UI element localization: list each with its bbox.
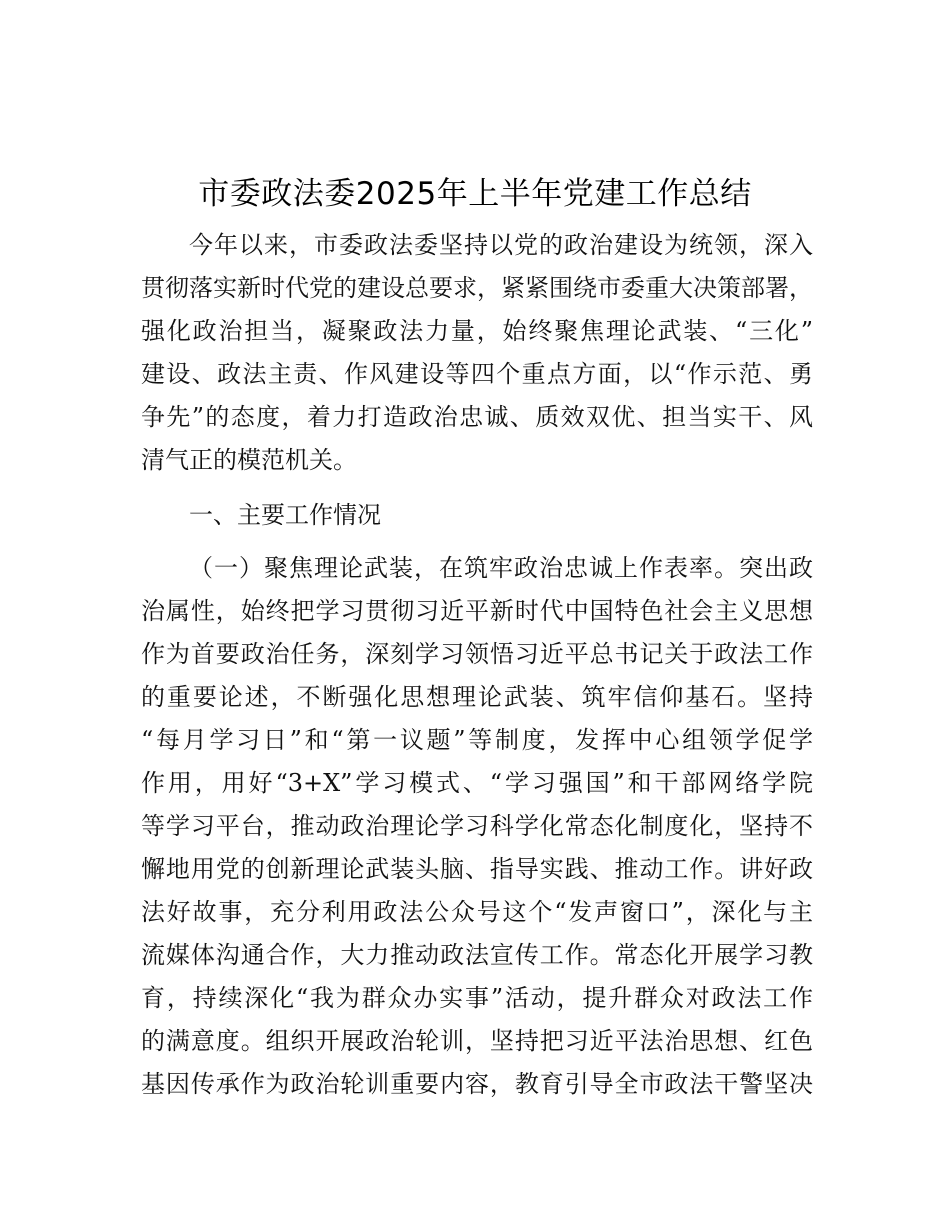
body-line: 作为首要政治任务，深刻学习领悟习近平总书记关于政法工作 [141,640,813,668]
intro-line: 建设、政法主责、作风建设等四个重点方面，以“作示范、勇 [141,360,813,388]
body-line: 的满意度。组织开展政治轮训，坚持把习近平法治思想、红色 [141,1027,813,1055]
document-title: 市委政法委2025年上半年党建工作总结 [198,176,752,212]
body-line: 懈地用党的创新理论武装头脑、指导实践、推动工作。讲好政 [141,855,813,883]
body-line: 治属性，始终把学习贯彻习近平新时代中国特色社会主义思想 [141,597,813,625]
body-line: 育，持续深化“我为群众办实事”活动，提升群众对政法工作 [141,984,813,1012]
section-heading: 一、主要工作情况 [189,501,381,529]
body-line: 作用，用好“3+X”学习模式、“学习强国”和干部网络学院 [141,769,813,797]
body-line: 基因传承作为政治轮训重要内容，教育引导全市政法干警坚决 [141,1070,813,1098]
body-line: “每月学习日”和“第一议题”等制度，发挥中心组领学促学 [141,726,813,754]
body-line: （一）聚焦理论武装，在筑牢政治忠诚上作表率。突出政 [189,554,813,582]
body-line: 的重要论述，不断强化思想理论武装、筑牢信仰基石。坚持 [141,683,813,711]
intro-line: 争先”的态度，着力打造政治忠诚、质效双优、担当实干、风 [141,403,813,431]
intro-line: 强化政治担当，凝聚政法力量，始终聚焦理论武装、“三化” [141,317,813,345]
intro-line: 清气正的模范机关。 [141,446,357,474]
body-line: 流媒体沟通合作，大力推动政法宣传工作。常态化开展学习教 [141,941,813,969]
body-line: 法好故事，充分利用政法公众号这个“发声窗口”，深化与主 [141,898,813,926]
intro-line: 贯彻落实新时代党的建设总要求，紧紧围绕市委重大决策部署， [141,274,813,302]
body-line: 等学习平台，推动政治理论学习科学化常态化制度化，坚持不 [141,812,813,840]
intro-line: 今年以来，市委政法委坚持以党的政治建设为统领，深入 [189,231,813,259]
